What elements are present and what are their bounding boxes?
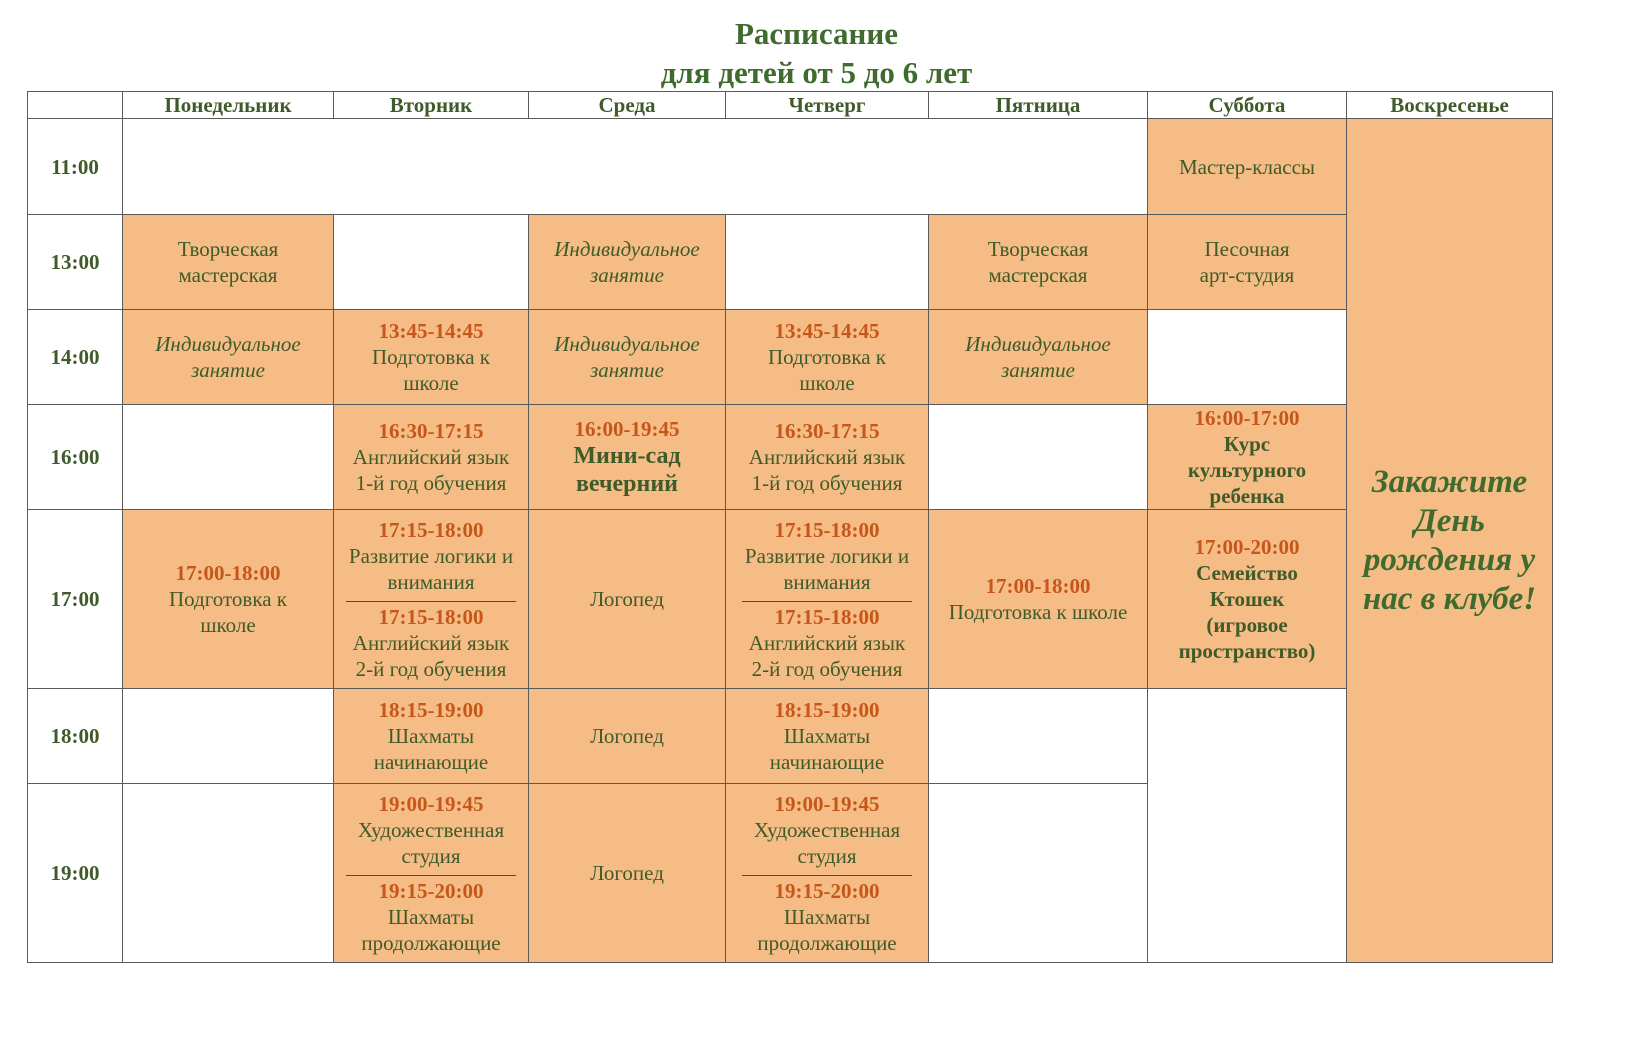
class-name: Подготовка к [168,587,288,611]
class-time: 19:15-20:00 [378,878,484,903]
class-name: Логопед [590,724,664,748]
class-name: занятие [590,358,664,382]
class-name: Английский язык [352,445,510,469]
empty-cell [726,215,929,310]
time-row [28,119,1553,215]
day-header: Воскресенье [1347,92,1553,119]
empty-cell [1148,310,1347,405]
class-cell [1148,119,1347,215]
class-name: мастерская [178,263,278,287]
class-name: Логопед [590,587,664,611]
class-name: продолжающие [361,930,501,955]
day-header: Среда [529,92,726,119]
class-name: культурного [1187,458,1307,482]
class-time: 17:15-18:00 [774,604,880,629]
time-label: 17:00 [28,510,123,689]
empty-cell [929,405,1148,510]
class-cell [123,215,334,310]
class-name: Мини-сад [573,443,681,469]
class-cell [726,784,929,963]
class-time: 16:00-17:00 [1194,406,1300,430]
class-name: мастерская [988,263,1088,287]
empty-cell [1148,689,1347,963]
promo-cell [1347,119,1553,963]
class-name: арт-студия [1199,263,1295,287]
class-name: студия [401,843,461,868]
time-label: 16:00 [28,405,123,510]
class-name: Творческая [987,237,1089,261]
class-name: школе [200,613,256,637]
class-time: 13:45-14:45 [378,319,484,343]
separator-line [346,601,516,602]
class-name: внимания [783,569,871,594]
class-cell [529,215,726,310]
class-time: 17:00-18:00 [985,574,1091,598]
class-cell [1148,510,1347,689]
class-time: 17:15-18:00 [378,604,484,629]
class-name: внимания [387,569,475,594]
schedule-table [27,91,1553,963]
class-cell [929,510,1148,689]
class-time: 17:00-20:00 [1194,535,1300,559]
class-name: Художественная [753,817,901,842]
class-name: начинающие [769,750,885,774]
class-name: вечерний [575,471,679,497]
day-header: Понедельник [123,92,334,119]
time-row [28,310,1553,405]
class-cell [334,310,529,405]
time-label: 13:00 [28,215,123,310]
promo-text: нас в клубе! [1362,580,1537,617]
class-time: 19:00-19:45 [774,791,880,816]
class-time: 17:15-18:00 [378,517,484,542]
class-cell [929,310,1148,405]
class-cell [726,510,929,689]
class-cell [334,784,529,963]
class-name: занятие [1001,358,1075,382]
time-row [28,405,1553,510]
class-cell [1148,405,1347,510]
time-label: 11:00 [28,119,123,215]
time-row [28,689,1553,784]
class-name: занятие [191,358,265,382]
class-cell [529,510,726,689]
class-name: Развитие логики и [348,543,514,568]
class-name: Индивидуальное [554,237,700,261]
class-cell [929,215,1148,310]
class-cell [334,689,529,784]
class-name: Шахматы [387,724,475,748]
class-cell [529,784,726,963]
class-cell [1148,215,1347,310]
class-time: 16:30-17:15 [378,419,484,443]
class-name: Развитие логики и [744,543,910,568]
class-cell [123,510,334,689]
class-name: ребенка [1209,484,1285,508]
promo-text: День [1414,502,1485,539]
class-name: Подготовка к [371,345,491,369]
class-cell [123,310,334,405]
empty-cell [123,689,334,784]
empty-cell [334,215,529,310]
time-row [28,510,1553,689]
class-time: 16:00-19:45 [574,417,680,441]
class-name: Ктошек [1209,587,1285,611]
separator-line [742,601,912,602]
class-name: студия [797,843,857,868]
empty-cell [929,689,1148,784]
class-name: 1-й год обучения [355,471,507,495]
class-time: 17:00-18:00 [175,561,281,585]
class-cell [726,405,929,510]
class-cell [529,689,726,784]
class-time: 13:45-14:45 [774,319,880,343]
separator-line [346,875,516,876]
time-row [28,215,1553,310]
class-cell [726,310,929,405]
class-name: Творческая [177,237,279,261]
class-name: Английский язык [748,445,906,469]
class-name: Семейство [1196,561,1298,585]
promo-text: рождения у [1363,541,1536,578]
class-name: Индивидуальное [965,332,1111,356]
class-name: Шахматы [783,904,871,929]
class-cell [334,405,529,510]
empty-cell [123,784,334,963]
promo-text: Закажите [1371,463,1528,500]
class-name: Шахматы [783,724,871,748]
day-header: Пятница [929,92,1148,119]
class-name: продолжающие [757,930,897,955]
class-time: 19:00-19:45 [378,791,484,816]
class-time: 18:15-19:00 [774,698,880,722]
class-name: Мастер-классы [1178,154,1316,179]
class-name: Курс [1223,432,1271,456]
separator-line [742,875,912,876]
class-name: Шахматы [387,904,475,929]
class-name: Подготовка к [767,345,887,369]
class-cell [529,405,726,510]
class-name: Подготовка к школе [948,600,1128,624]
class-name: начинающие [373,750,489,774]
page-subtitle: для детей от 5 до 6 лет [660,55,973,90]
class-name: пространство) [1178,639,1316,663]
class-name: Индивидуальное [554,332,700,356]
class-name: Индивидуальное [155,332,301,356]
class-name: Английский язык [352,630,510,655]
day-header: Суббота [1148,92,1347,119]
class-cell [529,310,726,405]
class-name: 2-й год обучения [751,656,903,681]
class-name: Песочная [1204,237,1290,261]
day-header: Четверг [726,92,929,119]
empty-cell [123,405,334,510]
class-name: 2-й год обучения [355,656,507,681]
time-label: 18:00 [28,689,123,784]
class-name: 1-й год обучения [751,471,903,495]
class-name: школе [799,371,855,395]
corner-cell [28,92,123,119]
day-header: Вторник [334,92,529,119]
class-name: (игровое [1206,613,1288,637]
page-title: Расписание [734,16,899,51]
class-cell [334,510,529,689]
class-name: Логопед [590,861,664,885]
class-time: 16:30-17:15 [774,419,880,443]
class-cell [726,689,929,784]
class-time: 18:15-19:00 [378,698,484,722]
time-label: 19:00 [28,784,123,963]
class-time: 19:15-20:00 [774,878,880,903]
empty-cell [123,119,1148,215]
class-name: школе [403,371,459,395]
class-name: занятие [590,263,664,287]
class-name: Художественная [357,817,505,842]
class-time: 17:15-18:00 [774,517,880,542]
time-label: 14:00 [28,310,123,405]
empty-cell [929,784,1148,963]
class-name: Английский язык [748,630,906,655]
header-row [28,92,1553,119]
